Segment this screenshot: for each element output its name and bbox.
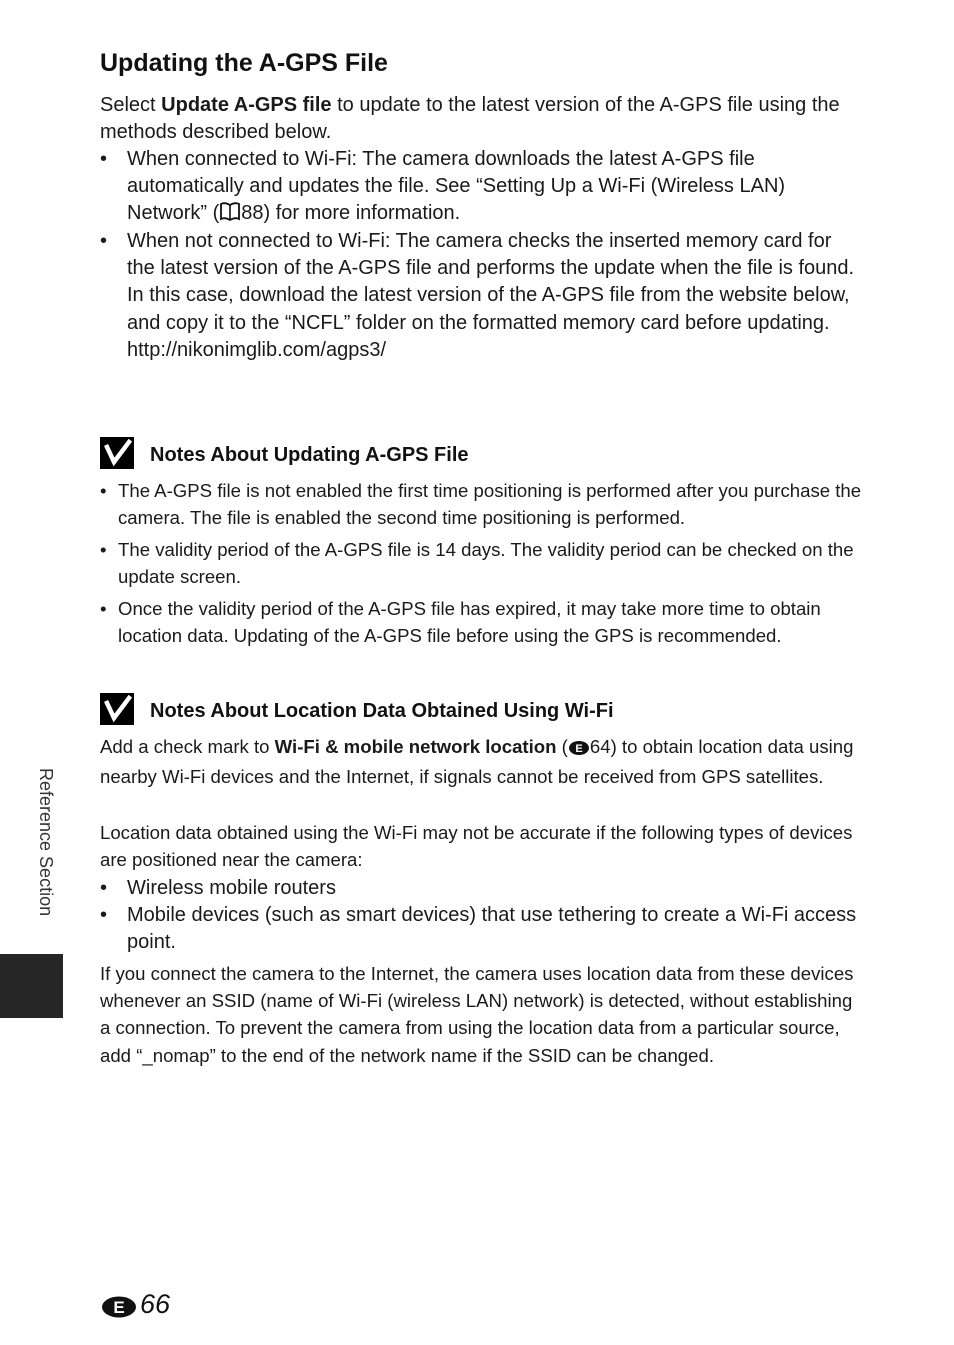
list-item-text: When connected to Wi-Fi: The camera downloads the latest A-GPS file automatically and updates the file. See “Setting Up a Wi-Fi (Wireless LAN) Network” ( 88) for more information. <box>127 146 857 231</box>
note-paragraph: Location data obtained using the Wi-Fi may not be accurate if the following types of devices are positioned near the camera: <box>100 822 853 871</box>
section-side-label: Reference Section <box>36 768 56 917</box>
website-url[interactable]: http://nikonimglib.com/agps3/ <box>127 338 387 361</box>
section-tab-marker <box>0 954 63 1018</box>
list-item <box>100 875 860 903</box>
list-item <box>100 228 860 393</box>
svg-text:E: E <box>113 1298 125 1317</box>
bullet-marker: • <box>100 480 107 501</box>
list-item-text: Mobile devices (such as smart devices) that use tethering to create a Wi-Fi access point. <box>127 904 857 954</box>
list-item-text: Once the validity period of the A-GPS file has expired, it may take more time to obtain location data. Updating of the A-GPS file before using the GPS is recommended. <box>118 598 821 647</box>
list-item <box>100 146 860 228</box>
bullet-marker: • <box>100 539 107 560</box>
note-paragraph: Add a check mark to Wi-Fi & mobile network location ( E 64) to obtain location data using nearby Wi-Fi devices and the Internet, if signals cannot be received from GPS satellites. <box>100 736 854 788</box>
check-note-icon <box>100 437 134 469</box>
menu-option-name: Update A-GPS file <box>161 94 332 116</box>
list-item <box>100 536 860 592</box>
bullet-marker: • <box>100 598 107 619</box>
list-item-text: Wireless mobile routers <box>127 877 336 899</box>
note-title: Notes About Updating A-GPS File <box>150 444 469 466</box>
bullet-marker: • <box>100 877 108 899</box>
menu-option-name: Wi-Fi & mobile network location <box>274 736 557 757</box>
book-reference-icon <box>219 201 241 230</box>
list-item <box>100 902 860 958</box>
list-item-text: The validity period of the A-GPS file is 14 days. The validity period can be checked on the update screen. <box>118 539 854 588</box>
reference-section-icon <box>568 736 590 763</box>
bullet-marker: • <box>100 904 108 926</box>
list-item-text: When not connected to Wi-Fi: The camera checks the inserted memory card for the latest version of the A-GPS file and performs the update when the file is found. In this case, download the latest version of the A-GPS file from the website below, and copy it to the “NCFL” folder on the formatted memory card before updating. http://nikonimglib.com/agps3/ <box>127 228 857 364</box>
page-reference[interactable]: 64 <box>589 736 611 757</box>
reference-section-icon <box>100 1295 138 1324</box>
list-item <box>100 477 860 533</box>
note-heading <box>100 693 800 727</box>
list-item-text: The A-GPS file is not enabled the first time positioning is performed after you purchase the camera. The file is enabled the second time positioning is performed. <box>118 480 862 529</box>
list-item <box>100 595 860 679</box>
note-paragraph: If you connect the camera to the Internet, the camera uses location data from these devices whenever an SSID (name of Wi-Fi (wireless LAN) network) is detected, without establishing a connection. To prevent the camera from using the location data from a particular source, add “_nomap” to the end of the network name if the SSID can be changed. <box>100 963 854 1066</box>
check-note-icon <box>100 693 134 725</box>
note-heading <box>100 437 800 471</box>
page-reference[interactable]: 88 <box>241 202 264 225</box>
svg-text:E: E <box>575 743 583 755</box>
intro-paragraph: Select Update A-GPS file to update to the latest version of the A-GPS file using the methods described below. <box>100 94 840 144</box>
section-title: Updating the A-GPS File <box>100 49 388 77</box>
bullet-marker: • <box>100 148 108 170</box>
bullet-marker: • <box>100 230 108 252</box>
note-title: Notes About Location Data Obtained Using Wi-Fi <box>150 700 614 722</box>
